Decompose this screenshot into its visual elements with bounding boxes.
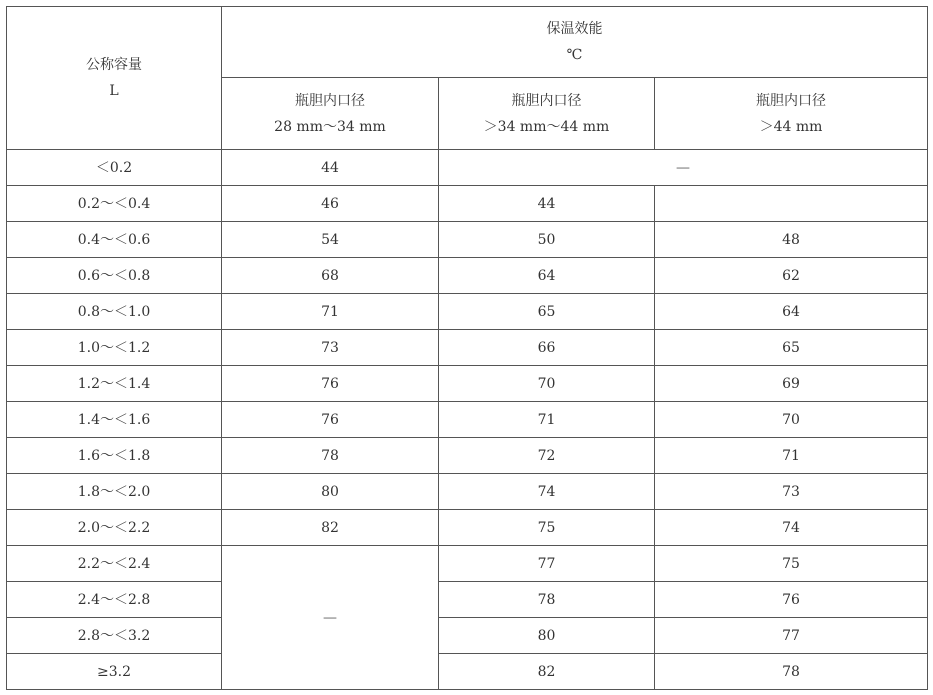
table-row: [7, 438, 928, 474]
diameter-header-title: 瓶胆内口径: [511, 92, 582, 109]
table-row: [7, 654, 928, 690]
not-applicable-cell: —: [439, 150, 928, 186]
value-cell: 71: [222, 294, 439, 330]
value-cell: 74: [439, 474, 655, 510]
capacity-cell: 0.2～＜0.4: [7, 186, 222, 222]
capacity-cell: 0.8～＜1.0: [7, 294, 222, 330]
performance-header-title: 保温效能: [546, 21, 603, 37]
value-cell: 48: [655, 222, 928, 258]
capacity-cell: 1.0～＜1.2: [7, 330, 222, 366]
value-cell: 78: [655, 654, 928, 690]
value-cell: 75: [655, 546, 928, 582]
value-cell: 76: [655, 582, 928, 618]
header-row-1: [7, 7, 928, 78]
value-cell: 80: [439, 618, 655, 654]
table-row: [7, 546, 928, 582]
table-row: [7, 150, 928, 186]
value-cell: 71: [655, 438, 928, 474]
value-cell: 64: [655, 294, 928, 330]
capacity-cell: ＜0.2: [7, 150, 222, 186]
capacity-header-title: 公称容量: [86, 57, 142, 73]
table-row: [7, 582, 928, 618]
diameter-header-cell-3: [655, 78, 928, 150]
diameter-header-title: 瓶胆内口径: [756, 92, 826, 109]
value-cell: 73: [222, 330, 439, 366]
capacity-cell: 1.8～＜2.0: [7, 474, 222, 510]
table-row: [7, 510, 928, 546]
table-row: [7, 402, 928, 438]
table-row: [7, 294, 928, 330]
value-cell: 73: [655, 474, 928, 510]
performance-header-cell: [222, 7, 928, 78]
table-row: [7, 618, 928, 654]
value-cell: 78: [439, 582, 655, 618]
value-cell: 70: [655, 402, 928, 438]
value-cell: 70: [439, 366, 655, 402]
value-cell: 74: [655, 510, 928, 546]
table-row: [7, 258, 928, 294]
value-cell: 72: [439, 438, 655, 474]
empty-cell: [655, 186, 928, 222]
capacity-cell: 2.0～＜2.2: [7, 510, 222, 546]
diameter-header-range: 28 mm～34 mm: [274, 118, 386, 135]
value-cell: 54: [222, 222, 439, 258]
diameter-header-range: ＞34 mm～44 mm: [483, 118, 610, 135]
diameter-header-range: ＞44 mm: [759, 118, 823, 135]
insulation-performance-table: [6, 6, 928, 690]
value-cell: 69: [655, 366, 928, 402]
table-row: [7, 366, 928, 402]
value-cell: 50: [439, 222, 655, 258]
capacity-cell: 1.2～＜1.4: [7, 366, 222, 402]
value-cell: 82: [222, 510, 439, 546]
value-cell: 44: [439, 186, 655, 222]
value-cell: 68: [222, 258, 439, 294]
table-row: [7, 330, 928, 366]
table-row: [7, 222, 928, 258]
diameter-header-cell-1: [222, 78, 439, 150]
value-cell: 66: [439, 330, 655, 366]
value-cell: 46: [222, 186, 439, 222]
capacity-cell: 2.2～＜2.4: [7, 546, 222, 582]
value-cell: 77: [439, 546, 655, 582]
capacity-cell: ≥3.2: [7, 654, 222, 690]
performance-header-unit: ℃: [566, 47, 583, 63]
value-cell: 77: [655, 618, 928, 654]
capacity-header-unit: L: [109, 83, 119, 99]
value-cell: 71: [439, 402, 655, 438]
capacity-cell: 1.4～＜1.6: [7, 402, 222, 438]
value-cell: 44: [222, 150, 439, 186]
table-row: [7, 474, 928, 510]
capacity-cell: 1.6～＜1.8: [7, 438, 222, 474]
table-row: [7, 186, 928, 222]
diameter-header-cell-2: [439, 78, 655, 150]
value-cell: 64: [439, 258, 655, 294]
value-cell: 65: [439, 294, 655, 330]
value-cell: 76: [222, 366, 439, 402]
diameter-header-title: 瓶胆内口径: [295, 92, 365, 109]
value-cell: 65: [655, 330, 928, 366]
capacity-cell: 2.8～＜3.2: [7, 618, 222, 654]
value-cell: 78: [222, 438, 439, 474]
not-applicable-cell: —: [222, 546, 439, 690]
capacity-header-cell: [7, 7, 222, 150]
value-cell: 82: [439, 654, 655, 690]
value-cell: 62: [655, 258, 928, 294]
capacity-cell: 0.4～＜0.6: [7, 222, 222, 258]
capacity-cell: 0.6～＜0.8: [7, 258, 222, 294]
value-cell: 76: [222, 402, 439, 438]
capacity-cell: 2.4～＜2.8: [7, 582, 222, 618]
value-cell: 80: [222, 474, 439, 510]
value-cell: 75: [439, 510, 655, 546]
